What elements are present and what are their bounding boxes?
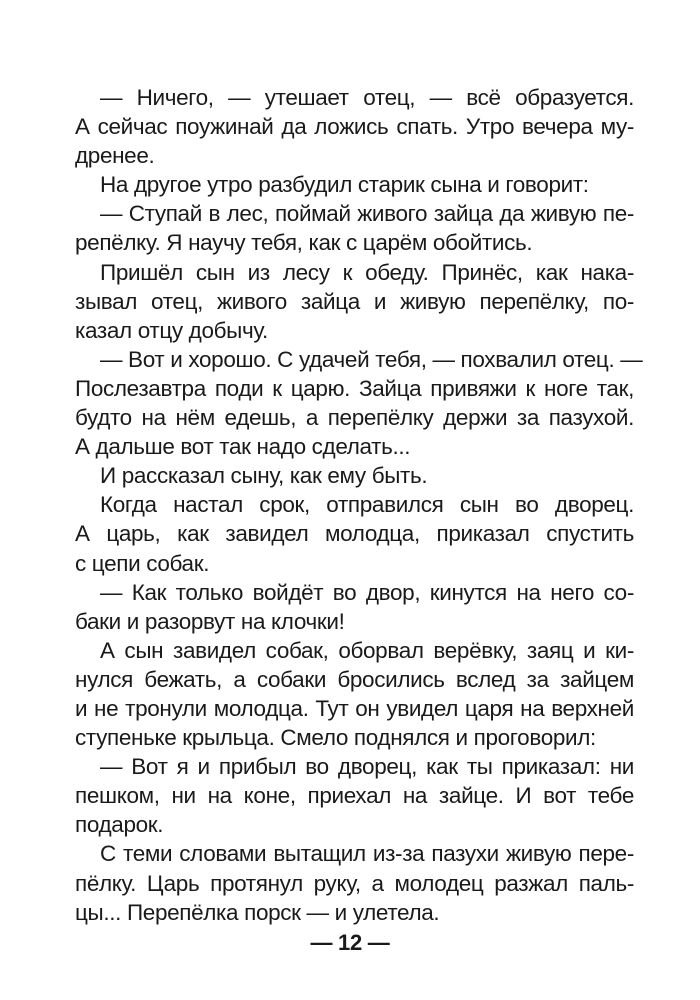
text-line: казал отцу добычу. xyxy=(75,317,268,343)
body-text xyxy=(75,83,643,927)
text-line: дренее. xyxy=(75,143,155,169)
text-line: пешком, ни на коне, приехал на зайце. И вот тебе xyxy=(75,783,634,809)
text-line: — Ступай в лес, поймай живого зайца да живую пе- xyxy=(100,201,634,227)
text-line: А сейчас поужинай да ложись спать. Утро вечера му- xyxy=(75,114,634,140)
text-line: — Ничего, — утешает отец, — всё образуется. xyxy=(100,85,634,110)
text-line: нулся бежать, а собаки бросились вслед за зайцем xyxy=(75,666,634,692)
text-line: — Как только войдёт во двор, кинутся на него со- xyxy=(100,579,634,605)
text-line: и не тронули молодца. Тут он увидел царя на верхней xyxy=(75,695,634,721)
text-line: цы... Перепёлка порск — и улетела. xyxy=(75,899,440,925)
text-line: Послезавтра поди к царю. Зайца привяжи к ноге так, xyxy=(75,375,634,401)
text-line: — Вот и хорошо. С удачей тебя, — похвалил отец. — xyxy=(100,346,643,372)
text-line: с цепи собак. xyxy=(75,550,210,576)
text-line: пёлку. Царь протянул руку, а молодец разжал паль- xyxy=(75,870,634,896)
text-line: А царь, как завидел молодца, приказал спустить xyxy=(75,521,634,547)
text-line: подарок. xyxy=(75,812,164,838)
text-line: И рассказал сыну, как ему быть. xyxy=(100,463,428,489)
text-line: Когда настал срок, отправился сын во дворец. xyxy=(100,492,634,518)
text-line: будто на нём едешь, а перепёлку держи за пазухой. xyxy=(75,405,634,431)
text-line: репёлку. Я научу тебя, как с царём обойтись. xyxy=(75,230,533,256)
text-line: На другое утро разбудил старик сына и говорит: xyxy=(100,172,589,198)
text-line: ступеньке крыльца. Смело поднялся и проговорил: xyxy=(75,725,596,751)
text-line: — Вот я и прибыл во дворец, как ты приказал: ни xyxy=(100,754,634,780)
text-line: зывал отец, живого зайца и живую перепёлку, по- xyxy=(75,288,634,314)
text-line: баки и разорвут на клочки! xyxy=(75,608,345,634)
page-number: — 12 — xyxy=(310,930,390,955)
text-line: Пришёл сын из лесу к обеду. Принёс, как нака- xyxy=(100,259,634,285)
text-line: А сын завидел собак, оборвал верёвку, заяц и ки- xyxy=(100,637,634,663)
text-line: С теми словами вытащил из-за пазухи живую пере- xyxy=(100,841,634,867)
text-line: А дальше вот так надо сделать... xyxy=(75,434,411,460)
